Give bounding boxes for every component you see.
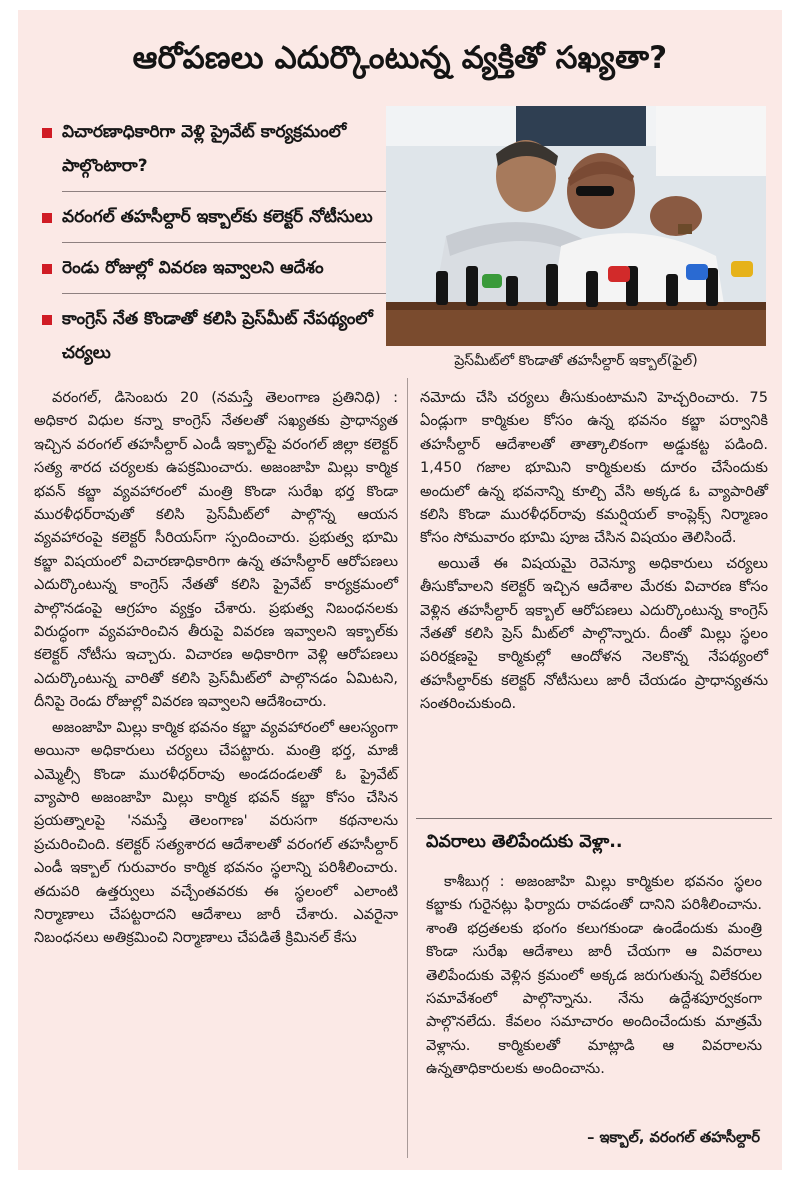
bullet-text: వరంగల్ తహసీల్దార్ ఇక్బాల్‌కు కలెక్టర్ నోటీసులు bbox=[62, 207, 373, 227]
press-meet-photo bbox=[386, 106, 766, 346]
divider bbox=[62, 242, 390, 243]
bullet-item bbox=[40, 200, 390, 234]
headline: ఆరోపణలు ఎదుర్కొంటున్న వ్యక్తితో సఖ్యతా? bbox=[132, 40, 668, 76]
statement-signature: – ఇక్బాల్, వరంగల్ తహసీల్దార్ bbox=[587, 1129, 760, 1146]
bullet-text: విచారణాధికారిగా వెళ్లి ప్రైవేట్ కార్యక్రమంలో పాల్గొంటారా? bbox=[62, 122, 347, 176]
bullet-text: కాంగ్రెస్ నేత కొండాతో కలిసి ప్రెస్‌మీట్ నేపథ్యంలో చర్యలు bbox=[62, 309, 373, 363]
article-paragraph: నమోదు చేసి చర్యలు తీసుకుంటామని హెచ్చరించారు. 75 ఏండ్లుగా కార్మికుల కోసం ఉన్న భవనం కబ్జా పర్వానికి తహసీల్దార్ ఆదేశాలతో తాత్కాలికంగా అడ్డుకట్ట పడింది. 1,450 గజాల భూమిని కార్మికులకు దూరం చేసేందుకు అందులో ఉన్న భవనాన్ని కూల్చి వేసి అక్కడ ఓ వ్యాపారితో కలిసి కొండా మురళీధర్‌రావు కమర్షియల్ కాంప్లెక్స్ నిర్మాణం కోసం సోమవారం భూమి పూజ చేసిన విషయం తెలిసిందే. bbox=[420, 389, 768, 547]
photo-caption: ప్రెస్‌మీట్‌లో కొండాతో తహసీల్దార్ ఇక్బాల్(ఫైల్) bbox=[454, 353, 698, 369]
summary-bullets bbox=[40, 115, 390, 378]
divider bbox=[62, 191, 390, 192]
red-square-bullet-icon bbox=[42, 315, 52, 325]
column-divider bbox=[407, 378, 408, 1158]
divider bbox=[62, 293, 390, 294]
newspaper-clipping bbox=[18, 10, 782, 1170]
statement-body: కాశీబుగ్గ : అజంజాహి మిల్లు కార్మికుల భవనం స్థలం కబ్జాకు గురైనట్లు ఫిర్యాదు రావడంతో దానిని పరిశీలించాను. శాంతి భద్రతలకు భంగం కలుగకుండా ఉండేందుకు మంత్రి కొండా సురేఖ ఆదేశాలు జారీ చేయగా ఆ వివరాలు తెలిపేందుకు వెళ్లిన క్రమంలో అక్కడ జరుగుతున్న విలేకరుల సమావేశంలో పాల్గొన్నాను. నేను ఉద్దేశపూర్వకంగా పాల్గొనలేదు. కేవలం సమాచారం అందించేందుకు మాత్రమే వెళ్లాను. కార్మికులతో మాట్లాడి ఆ వివరాలను ఉన్నతాధికారులకు అందించాను. bbox=[426, 873, 762, 1078]
press-meet-illustration bbox=[386, 106, 766, 346]
red-square-bullet-icon bbox=[42, 213, 52, 223]
article-paragraph: వరంగల్, డిసెంబరు 20 (నమస్తే తెలంగాణ ప్రతినిధి) : అధికార విధుల కన్నా కాంగ్రెస్ నేతలతో సఖ్యతకు ప్రాధాన్యత ఇచ్చిన వరంగల్ తహసీల్దార్ ఎండీ ఇక్బాల్‌పై వరంగల్ జిల్లా కలెక్టర్ సత్య శారద చర్యలకు ఉపక్రమించారు. అజంజాహి మిల్లు కార్మిక భవన్ కబ్జా వ్యవహారంలో మంత్రి కొండా సురేఖ భర్త కొండా మురళీధర్‌రావుతో కలిసి ప్రెస్‌మీట్‌లో పాల్గొన్న ఆయన వ్యవహారంపై కలెక్టర్ సీరియస్‌గా స్పందించారు. ప్రభుత్వ భూమి కబ్జా విషయంలో విచారణాధికారిగా ఉన్న తహసీల్దార్ ఆరోపణలు ఎదుర్కొంటున్న కాంగ్రెస్ నేతతో కలిసి ప్రైవేట్ కార్యక్రమంలో పాల్గొనడంపై ఆగ్రహం వ్యక్తం చేశారు. ప్రభుత్వ నిబంధనలకు విరుద్ధంగా వ్యవహరించిన తీరుపై వివరణ ఇవ్వాలని ఇక్బాల్‌కు కలెక్టర్ నోటీసు ఇచ్చారు. విచారణ అధికారిగా వెళ్లి ఆరోపణలు ఎదుర్కొంటున్న వారితో కలిసి ప్రెస్‌మీట్‌లో పాల్గొనడం ఏమిటని, దీనిపై రెండు రోజుల్లో వివరణ ఇవ్వాలని ఆదేశించారు. bbox=[34, 389, 398, 711]
article-paragraph: అజంజాహి మిల్లు కార్మిక భవనం కబ్జా వ్యవహారంలో ఆలస్యంగా అయినా అధికారులు చర్యలు చేపట్టారు. మంత్రి భర్త, మాజీ ఎమ్మెల్సీ కొండా మురళీధర్‌రావు అండదండలతో ఓ ప్రైవేట్ వ్యాపారి అజంజాహి మిల్లు కార్మిక భవన్ కబ్జా కోసం చేసిన ప్రయత్నాలపై 'నమస్తే తెలంగాణ' వరుసగా కథనాలను ప్రచురించింది. కలెక్టర్ సత్యశారద ఆదేశాలతో వరంగల్ తహసీల్దార్ ఎండీ ఇక్బాల్ గురువారం కార్మిక భవనం స్థలాన్ని పరిశీలించారు. తదుపరి ఉత్తర్వులు వచ్చేంతవరకు ఈ స్థలంలో ఎలాంటి నిర్మాణాలు చేపట్టరాదని ఆదేశాలు జారీ చేశారు. ఎవరైనా నిబంధనలు అతిక్రమించి నిర్మాణాలు చేపడితే క్రిమినల్ కేసు bbox=[34, 718, 398, 947]
divider bbox=[416, 818, 772, 819]
red-square-bullet-icon bbox=[42, 264, 52, 274]
article-paragraph: అయితే ఈ విషయమై రెవెన్యూ అధికారులు చర్యలు తీసుకోవాలని కలెక్టర్ ఇచ్చిన ఆదేశాల మేరకు విచారణ కోసం వెళ్లిన తహసీల్దార్ ఇక్బాల్ ఆరోపణలు ఎదుర్కొంటున్న కాంగ్రెస్ నేతతో కలిసి ప్రెస్ మీట్‌లో పాల్గొన్నారు. దీంతో మిల్లు స్థలం పరిరక్షణపై కార్మికుల్లో ఆందోళన నెలకొన్న నేపథ్యంలో తహసీల్దార్‌కు కలెక్టర్ నోటీసులు జారీ చేయడం ప్రాధాన్యతను సంతరించుకుంది. bbox=[420, 554, 768, 713]
red-square-bullet-icon bbox=[42, 128, 52, 138]
bullet-item bbox=[40, 115, 390, 183]
bullet-item bbox=[40, 302, 390, 370]
article-column-left bbox=[34, 386, 398, 952]
bullet-text: రెండు రోజుల్లో వివరణ ఇవ్వాలని ఆదేశం bbox=[62, 258, 324, 278]
bullet-item bbox=[40, 251, 390, 285]
tahsildar-statement-box bbox=[416, 818, 772, 1168]
article-column-right bbox=[420, 386, 768, 718]
statement-heading: వివరాలు తెలిపేందుకు వెళ్లా.. bbox=[426, 832, 623, 852]
